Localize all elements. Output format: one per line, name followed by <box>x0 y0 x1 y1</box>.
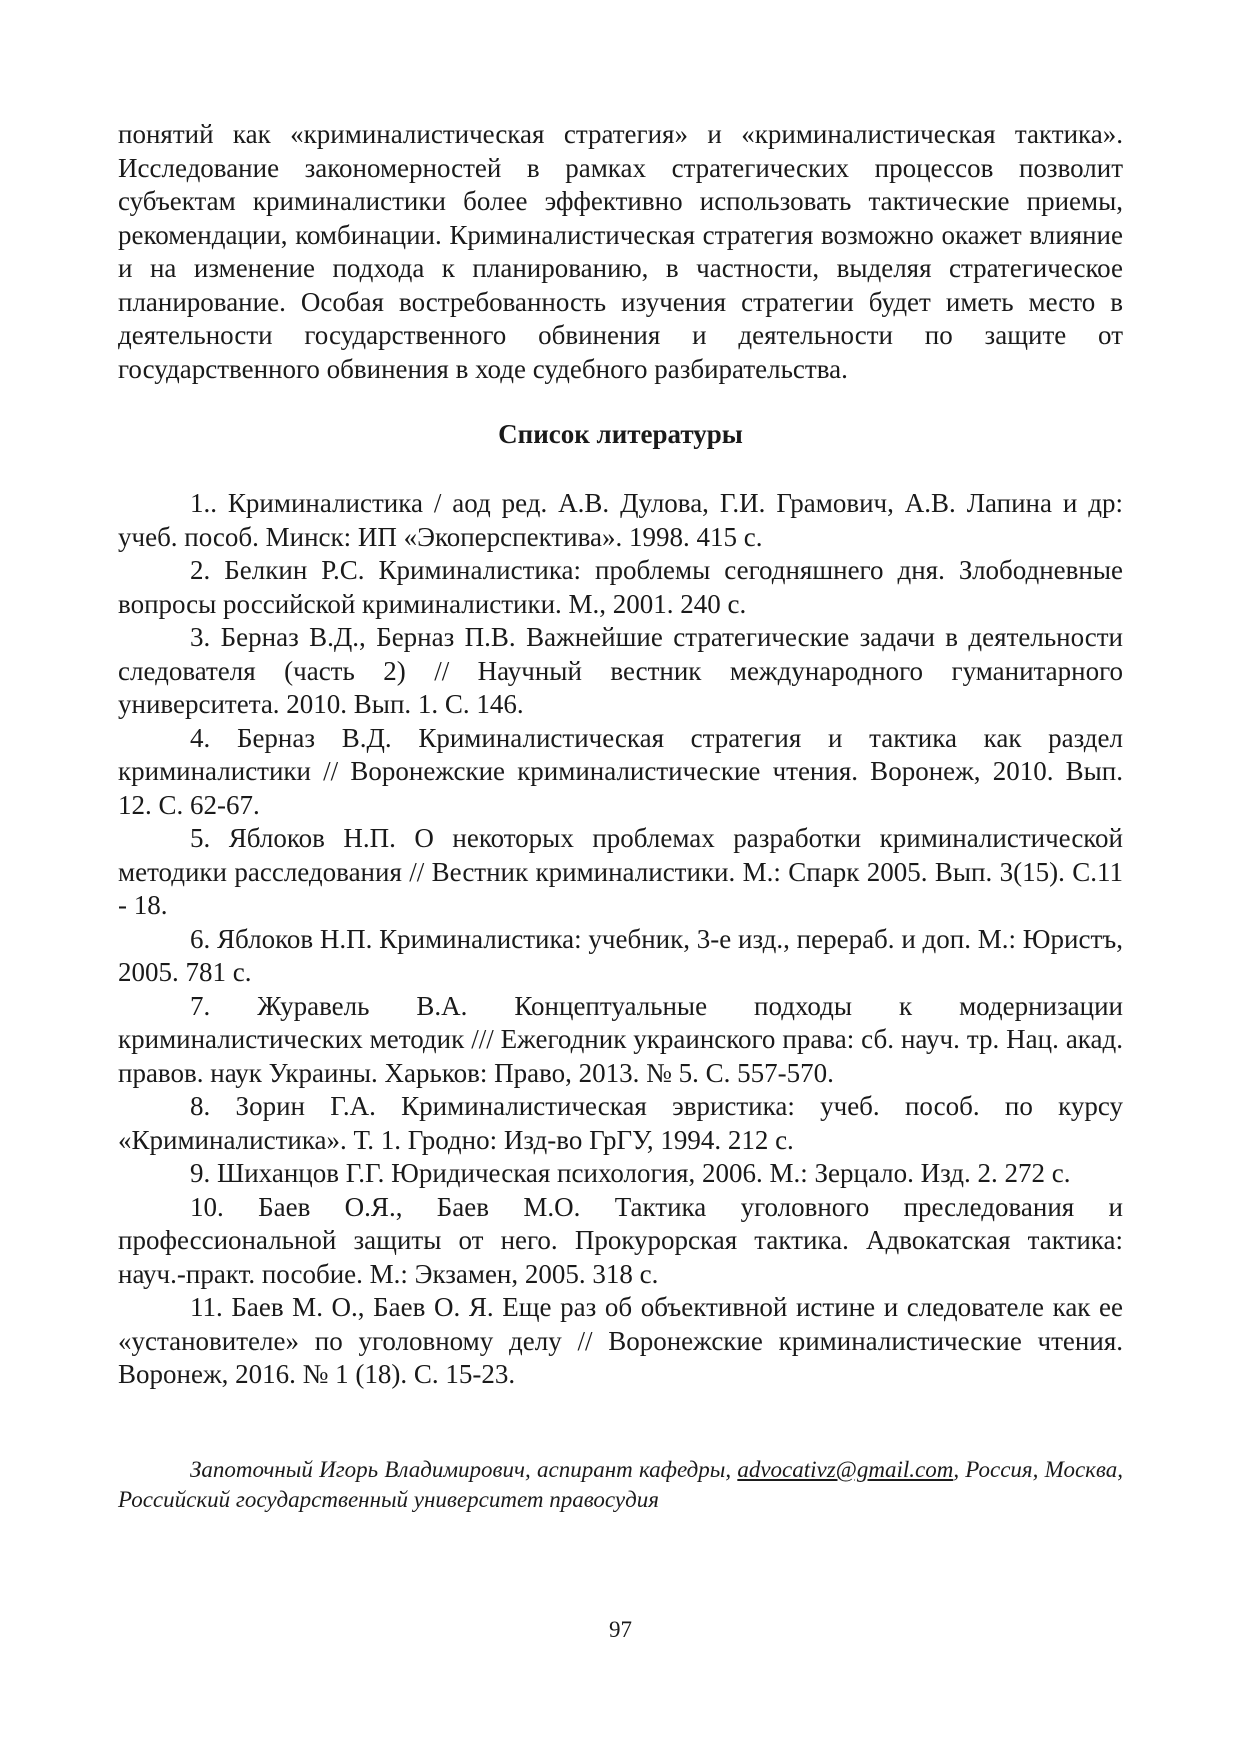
page-number: 97 <box>609 1617 632 1642</box>
body-paragraph: понятий как «криминалистическая стратегия» и «криминалистическая тактика». Исследование закономерностей в рамках стратегических процессов позволит субъектам криминалистики более эффективно использовать тактические приемы, рекомендации, комбинации. Криминалистическая стратегия возможно окажет влияние и на изменение подхода к планированию, в частности, выделяя стратегическое планирование. Особая востребованность изучения стратегии будет иметь место в деятельности государственного обвинения и деятельности по защите от государственного обвинения в ходе судебного разбирательства. <box>118 119 1123 384</box>
author-email-link[interactable]: advocativz@gmail.com <box>737 1457 954 1482</box>
references-heading: Список литературы <box>498 419 743 449</box>
reference-item-6: 6. Яблоков Н.П. Криминалистика: учебник, 3-е изд., перераб. и доп. М.: Юристъ, 2005. 781 с. <box>118 923 1123 987</box>
reference-item-9: 9. Шиханцов Г.Г. Юридическая психология, 2006. М.: Зерцало. Изд. 2. 272 с. <box>190 1158 1071 1188</box>
author-location: , Россия, Москва, Российский государственный университет правосудия <box>118 1457 1123 1512</box>
reference-item-2: 2. Белкин Р.С. Криминалистика: проблемы сегодняшнего дня. Злободневные вопросы российской криминалистики. М., 2001. 240 с. <box>118 555 1123 619</box>
reference-item-11: 11. Баев М. О., Баев О. Я. Еще раз об объективной истине и следователе как ее «установителе» по уголовному делу // Воронежские криминалистические чтения. Воронеж, 2016. № 1 (18). С. 15-23. <box>118 1292 1123 1389</box>
author-name-affiliation: Запоточный Игорь Владимирович, аспирант кафедры, <box>190 1457 738 1482</box>
references-list <box>118 487 1123 1392</box>
reference-item-7: 7. Журавель В.А. Концептуальные подходы к модернизации криминалистических методик /// Ежегодник украинского права: сб. науч. тр. Нац. акад. правов. наук Украины. Харьков: Право, 2013. № 5. С. 557-570. <box>118 990 1123 1088</box>
reference-item-4: 4. Берназ В.Д. Криминалистическая стратегия и тактика как раздел криминалистики // Воронежские криминалистические чтения. Воронеж, 2010. Вып. 12. С. 62-67. <box>118 722 1123 820</box>
reference-item-3: 3. Берназ В.Д., Берназ П.В. Важнейшие стратегические задачи в деятельности следователя (часть 2) // Научный вестник международного гуманитарного университета. 2010. Вып. 1. С. 146. <box>118 622 1123 719</box>
reference-item-5: 5. Яблоков Н.П. О некоторых проблемах разработки криминалистической методики расследования // Вестник криминалистики. М.: Спарк 2005. Вып. 3(15). С.11 - 18. <box>118 823 1123 920</box>
reference-item-8: 8. Зорин Г.А. Криминалистическая эвристика: учеб. пособ. по курсу «Криминалистика». Т. 1. Гродно: Изд-во ГрГУ, 1994. 212 с. <box>118 1091 1123 1155</box>
author-info <box>118 1455 1123 1515</box>
reference-item-10: 10. Баев О.Я., Баев М.О. Тактика уголовного преследования и профессиональной защиты от него. Прокурорская тактика. Адвокатская тактика: науч.-практ. пособие. М.: Экзамен, 2005. 318 с. <box>118 1191 1123 1289</box>
reference-item-1: 1.. Криминалистика / аод ред. А.В. Дулова, Г.И. Грамович, А.В. Лапина и др: учеб. пособ. Минск: ИП «Экоперспектива». 1998. 415 с. <box>118 488 1123 552</box>
